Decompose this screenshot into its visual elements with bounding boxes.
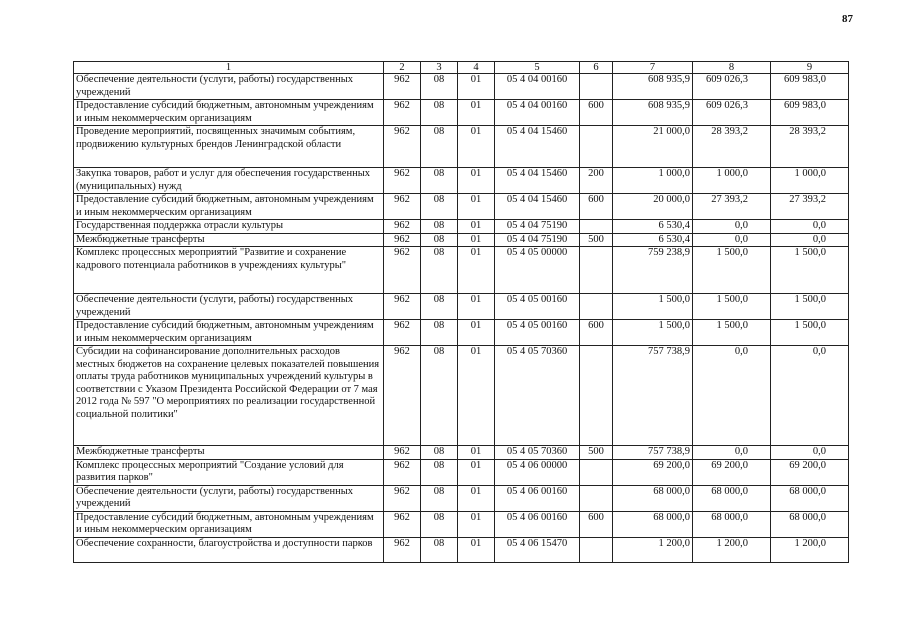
name-cell: Предоставление субсидий бюджетным, автономным учреждениям и иным некоммерческим организациям	[74, 194, 384, 220]
subsection-cell: 01	[458, 511, 495, 537]
amount-col8-cell: 0,0	[693, 220, 771, 234]
section-cell: 08	[421, 459, 458, 485]
target-article-cell: 05 4 04 15460	[495, 126, 580, 168]
target-article-cell: 05 4 06 15470	[495, 537, 580, 562]
subsection-cell: 01	[458, 100, 495, 126]
table-row	[74, 168, 849, 194]
amount-col9-cell: 1 500,0	[771, 247, 849, 294]
admin-code-cell: 962	[384, 511, 421, 537]
amount-col8-cell: 1 200,0	[693, 537, 771, 562]
amount-col7-cell: 68 000,0	[613, 511, 693, 537]
amount-col7-cell: 6 530,4	[613, 220, 693, 234]
target-article-cell: 05 4 04 15460	[495, 194, 580, 220]
section-cell: 08	[421, 511, 458, 537]
amount-col9-cell: 27 393,2	[771, 194, 849, 220]
name-cell: Комплекс процессных мероприятий "Развитие и сохранение кадрового потенциала работников в учреждениях культуры"	[74, 247, 384, 294]
subsection-cell: 01	[458, 126, 495, 168]
name-cell: Межбюджетные трансферты	[74, 446, 384, 460]
amount-col8-cell: 1 500,0	[693, 294, 771, 320]
section-cell: 08	[421, 320, 458, 346]
target-article-cell: 05 4 05 00000	[495, 247, 580, 294]
table-row	[74, 194, 849, 220]
name-cell: Предоставление субсидий бюджетным, автономным учреждениям и иным некоммерческим организациям	[74, 320, 384, 346]
expense-type-cell	[580, 220, 613, 234]
section-cell: 08	[421, 74, 458, 100]
header-cell: 8	[693, 62, 771, 74]
amount-col8-cell: 609 026,3	[693, 74, 771, 100]
amount-col7-cell: 1 200,0	[613, 537, 693, 562]
amount-col8-cell: 1 000,0	[693, 168, 771, 194]
amount-col9-cell: 1 500,0	[771, 320, 849, 346]
target-article-cell: 05 4 04 00160	[495, 74, 580, 100]
section-cell: 08	[421, 220, 458, 234]
name-cell: Государственная поддержка отрасли культуры	[74, 220, 384, 234]
table-row	[74, 126, 849, 168]
expense-type-cell	[580, 247, 613, 294]
amount-col9-cell: 68 000,0	[771, 511, 849, 537]
amount-col9-cell: 1 000,0	[771, 168, 849, 194]
target-article-cell: 05 4 04 75190	[495, 220, 580, 234]
subsection-cell: 01	[458, 346, 495, 446]
header-cell: 4	[458, 62, 495, 74]
section-cell: 08	[421, 247, 458, 294]
subsection-cell: 01	[458, 74, 495, 100]
subsection-cell: 01	[458, 294, 495, 320]
amount-col8-cell: 69 200,0	[693, 459, 771, 485]
expense-type-cell: 600	[580, 194, 613, 220]
amount-col8-cell: 0,0	[693, 346, 771, 446]
amount-col8-cell: 0,0	[693, 233, 771, 247]
table-row	[74, 100, 849, 126]
amount-col9-cell: 0,0	[771, 446, 849, 460]
amount-col8-cell: 28 393,2	[693, 126, 771, 168]
amount-col8-cell: 27 393,2	[693, 194, 771, 220]
amount-col8-cell: 1 500,0	[693, 320, 771, 346]
amount-col8-cell: 609 026,3	[693, 100, 771, 126]
name-cell: Предоставление субсидий бюджетным, автономным учреждениям и иным некоммерческим организациям	[74, 511, 384, 537]
name-cell: Межбюджетные трансферты	[74, 233, 384, 247]
amount-col9-cell: 69 200,0	[771, 459, 849, 485]
admin-code-cell: 962	[384, 346, 421, 446]
amount-col7-cell: 759 238,9	[613, 247, 693, 294]
name-cell: Обеспечение деятельности (услуги, работы) государственных учреждений	[74, 294, 384, 320]
target-article-cell: 05 4 05 00160	[495, 294, 580, 320]
subsection-cell: 01	[458, 233, 495, 247]
admin-code-cell: 962	[384, 320, 421, 346]
target-article-cell: 05 4 05 70360	[495, 346, 580, 446]
target-article-cell: 05 4 06 00160	[495, 485, 580, 511]
table-row	[74, 346, 849, 446]
table-row	[74, 294, 849, 320]
name-cell: Комплекс процессных мероприятий "Создание условий для развития парков"	[74, 459, 384, 485]
amount-col7-cell: 68 000,0	[613, 485, 693, 511]
admin-code-cell: 962	[384, 233, 421, 247]
admin-code-cell: 962	[384, 537, 421, 562]
amount-col8-cell: 68 000,0	[693, 511, 771, 537]
amount-col9-cell: 0,0	[771, 346, 849, 446]
subsection-cell: 01	[458, 220, 495, 234]
amount-col9-cell: 1 200,0	[771, 537, 849, 562]
admin-code-cell: 962	[384, 446, 421, 460]
section-cell: 08	[421, 168, 458, 194]
admin-code-cell: 962	[384, 247, 421, 294]
table-row	[74, 446, 849, 460]
expense-type-cell	[580, 294, 613, 320]
section-cell: 08	[421, 126, 458, 168]
table-row	[74, 233, 849, 247]
subsection-cell: 01	[458, 168, 495, 194]
table-row	[74, 74, 849, 100]
expense-type-cell	[580, 537, 613, 562]
target-article-cell: 05 4 04 75190	[495, 233, 580, 247]
admin-code-cell: 962	[384, 100, 421, 126]
amount-col9-cell: 68 000,0	[771, 485, 849, 511]
expense-type-cell	[580, 346, 613, 446]
amount-col7-cell: 757 738,9	[613, 346, 693, 446]
expense-type-cell	[580, 126, 613, 168]
admin-code-cell: 962	[384, 220, 421, 234]
expense-type-cell: 600	[580, 100, 613, 126]
header-cell: 6	[580, 62, 613, 74]
expense-type-cell: 200	[580, 168, 613, 194]
admin-code-cell: 962	[384, 126, 421, 168]
target-article-cell: 05 4 04 00160	[495, 100, 580, 126]
amount-col7-cell: 757 738,9	[613, 446, 693, 460]
table-row	[74, 220, 849, 234]
amount-col9-cell: 1 500,0	[771, 294, 849, 320]
amount-col9-cell: 0,0	[771, 220, 849, 234]
subsection-cell: 01	[458, 320, 495, 346]
amount-col7-cell: 69 200,0	[613, 459, 693, 485]
amount-col7-cell: 608 935,9	[613, 100, 693, 126]
amount-col7-cell: 1 000,0	[613, 168, 693, 194]
target-article-cell: 05 4 05 70360	[495, 446, 580, 460]
name-cell: Закупка товаров, работ и услуг для обеспечения государственных (муниципальных) нужд	[74, 168, 384, 194]
header-cell: 7	[613, 62, 693, 74]
table-row	[74, 485, 849, 511]
header-cell: 2	[384, 62, 421, 74]
subsection-cell: 01	[458, 459, 495, 485]
target-article-cell: 05 4 06 00000	[495, 459, 580, 485]
amount-col7-cell: 21 000,0	[613, 126, 693, 168]
admin-code-cell: 962	[384, 74, 421, 100]
expense-type-cell: 600	[580, 511, 613, 537]
target-article-cell: 05 4 05 00160	[495, 320, 580, 346]
header-row	[74, 62, 849, 74]
header-cell: 1	[74, 62, 384, 74]
subsection-cell: 01	[458, 537, 495, 562]
amount-col8-cell: 68 000,0	[693, 485, 771, 511]
subsection-cell: 01	[458, 194, 495, 220]
section-cell: 08	[421, 485, 458, 511]
amount-col8-cell: 1 500,0	[693, 247, 771, 294]
expense-type-cell	[580, 74, 613, 100]
admin-code-cell: 962	[384, 294, 421, 320]
table-row	[74, 511, 849, 537]
subsection-cell: 01	[458, 446, 495, 460]
amount-col7-cell: 6 530,4	[613, 233, 693, 247]
amount-col7-cell: 1 500,0	[613, 320, 693, 346]
amount-col8-cell: 0,0	[693, 446, 771, 460]
admin-code-cell: 962	[384, 168, 421, 194]
section-cell: 08	[421, 346, 458, 446]
subsection-cell: 01	[458, 247, 495, 294]
name-cell: Предоставление субсидий бюджетным, автономным учреждениям и иным некоммерческим организациям	[74, 100, 384, 126]
table-row	[74, 537, 849, 562]
page-number: 87	[842, 13, 853, 25]
name-cell: Субсидии на софинансирование дополнительных расходов местных бюджетов на сохранение целевых показателей повышения оплаты труда работников муниципальных учреждений культуры в соответствии с Указом Президента Российской Федерации от 7 мая 2012 года № 597 "О мероприятиях по реализации государственной социальной политики"	[74, 346, 384, 446]
section-cell: 08	[421, 294, 458, 320]
table-row	[74, 459, 849, 485]
name-cell: Обеспечение деятельности (услуги, работы) государственных учреждений	[74, 485, 384, 511]
section-cell: 08	[421, 537, 458, 562]
target-article-cell: 05 4 06 00160	[495, 511, 580, 537]
name-cell: Обеспечение сохранности, благоустройства и доступности парков	[74, 537, 384, 562]
section-cell: 08	[421, 100, 458, 126]
expense-type-cell: 600	[580, 320, 613, 346]
amount-col9-cell: 0,0	[771, 233, 849, 247]
admin-code-cell: 962	[384, 459, 421, 485]
target-article-cell: 05 4 04 15460	[495, 168, 580, 194]
amount-col9-cell: 609 983,0	[771, 74, 849, 100]
expense-type-cell	[580, 459, 613, 485]
amount-col9-cell: 609 983,0	[771, 100, 849, 126]
expense-type-cell: 500	[580, 446, 613, 460]
amount-col9-cell: 28 393,2	[771, 126, 849, 168]
subsection-cell: 01	[458, 485, 495, 511]
admin-code-cell: 962	[384, 485, 421, 511]
header-cell: 9	[771, 62, 849, 74]
table-row	[74, 320, 849, 346]
name-cell: Проведение мероприятий, посвященных значимым событиям, продвижению культурных брендов Ленинградской области	[74, 126, 384, 168]
budget-table	[73, 61, 849, 563]
section-cell: 08	[421, 194, 458, 220]
section-cell: 08	[421, 446, 458, 460]
admin-code-cell: 962	[384, 194, 421, 220]
expense-type-cell: 500	[580, 233, 613, 247]
section-cell: 08	[421, 233, 458, 247]
amount-col7-cell: 1 500,0	[613, 294, 693, 320]
name-cell: Обеспечение деятельности (услуги, работы) государственных учреждений	[74, 74, 384, 100]
header-cell: 3	[421, 62, 458, 74]
table-row	[74, 247, 849, 294]
amount-col7-cell: 608 935,9	[613, 74, 693, 100]
amount-col7-cell: 20 000,0	[613, 194, 693, 220]
expense-type-cell	[580, 485, 613, 511]
header-cell: 5	[495, 62, 580, 74]
